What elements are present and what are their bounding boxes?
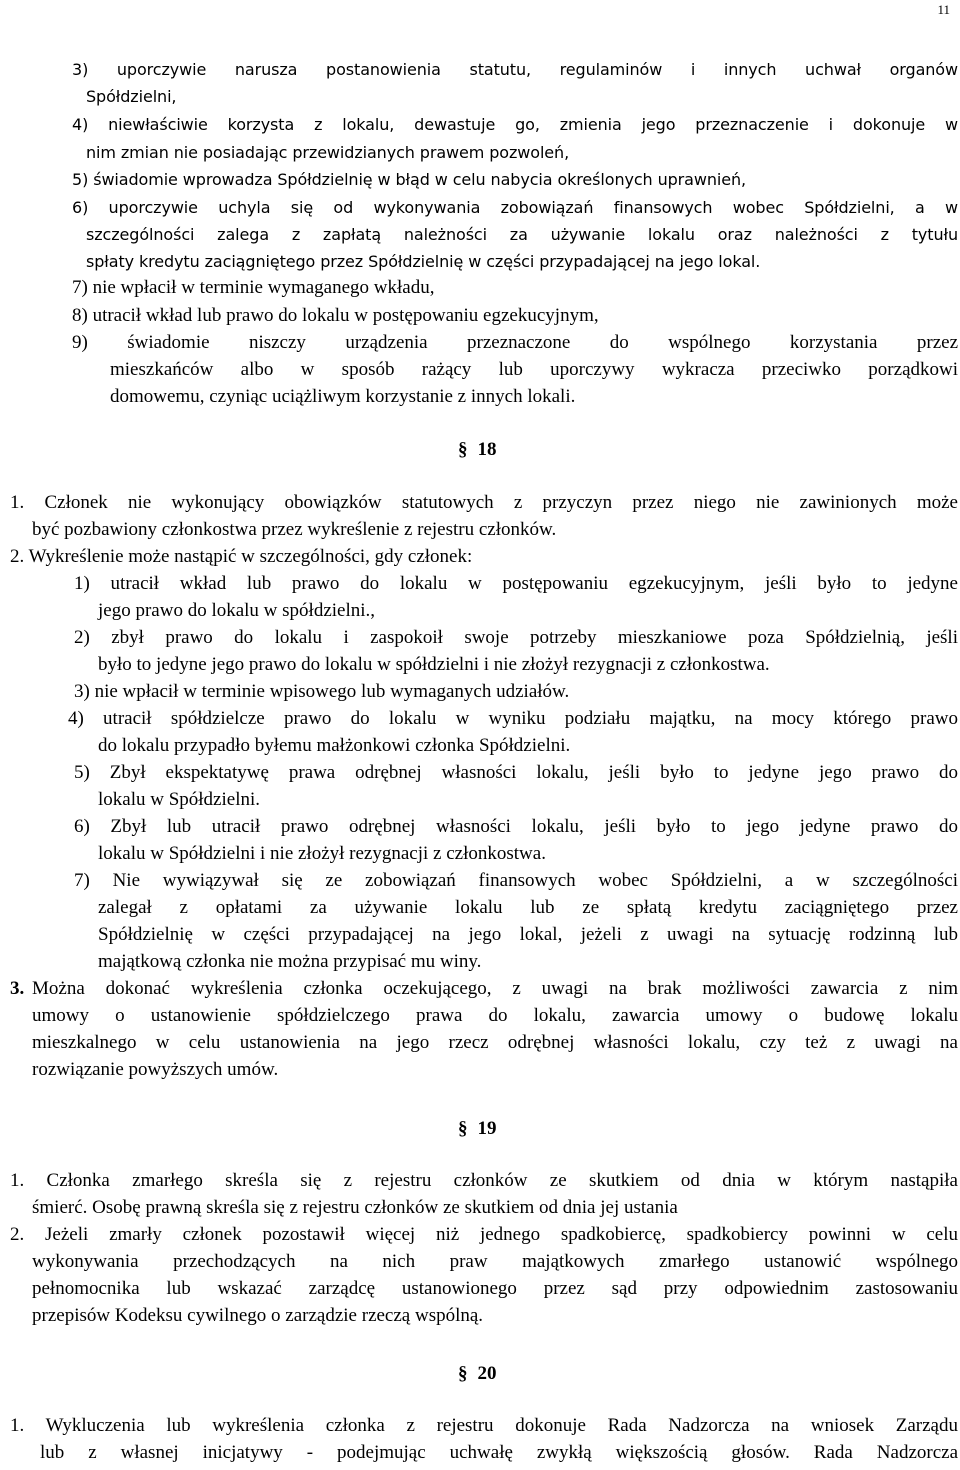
s18-p1-line2: być pozbawiony członkostwa przez wykreślenie z rejestru członków. — [32, 519, 557, 540]
s19-p2-line2: wykonywania przechodzących na nich praw majątkowych zmarłego ustanowić wspólnego — [32, 1251, 958, 1272]
s19-p2-line1: 2. Jeżeli zmarły członek pozostawił więcej niż jednego spadkobiercę, spadkobiercy powinni w celu — [10, 1224, 958, 1245]
section-number: 20 — [477, 1363, 497, 1384]
s18-p2: 2. Wykreślenie może nastąpić w szczególności, gdy członek: — [10, 546, 473, 567]
s19-p1-line2: śmierć. Osobę prawną skreśla się z rejestru członków ze skutkiem od dnia jej ustania — [32, 1197, 678, 1218]
s18-item4-line2: do lokalu przypadło byłemu małżonkowi członka Spółdzielni. — [98, 735, 571, 756]
section-19-heading — [458, 1116, 497, 1142]
s18-item2-line1: 2) zbył prawo do lokalu i zaspokoił swoje potrzeby mieszkaniowe poza Spółdzielnią, jeśli — [74, 627, 958, 648]
s18-item1-line2: jego prawo do lokalu w spółdzielni., — [98, 600, 376, 621]
s18-item2-line2: było to jedyne jego prawo do lokalu w spółdzielni i nie złożył rezygnacji z członkostwa. — [98, 654, 770, 675]
s18-item7-line1: 7) Nie wywiązywał się ze zobowiązań finansowych wobec Spółdzielni, a w szczególności — [74, 870, 958, 891]
item-6-line1: 6) uporczywie uchyla się od wykonywania zobowiązań finansowych wobec Spółdzielni, a w — [72, 198, 958, 217]
s18-p3-line4: rozwiązanie powyższych umów. — [32, 1059, 279, 1080]
s18-item7-line2: zalegał z opłatami za używanie lokalu lub ze spłatą kredytu zaciągniętego przez — [98, 897, 958, 918]
s18-item6-line2: lokalu w Spółdzielni i nie złożył rezygnacji z członkostwa. — [98, 843, 546, 864]
item-9-line2: mieszkańców albo w sposób rażący lub uporczywy wykracza przeciwko porządkowi — [110, 359, 958, 380]
s18-p3-line2: umowy o ustanowienie spółdzielczego prawa do lokalu, zawarcia umowy o budowę lokalu — [32, 1005, 958, 1026]
s18-p3-number: 3. — [10, 978, 25, 999]
item-7: 7) nie wpłacił w terminie wymaganego wkładu, — [72, 277, 435, 298]
item-4-line1: 4) niewłaściwie korzysta z lokalu, dewastuje go, zmienia jego przeznaczenie i dokonuje w — [72, 115, 958, 134]
s18-item5-line2: lokalu w Spółdzielni. — [98, 789, 261, 810]
s18-item5-line1: 5) Zbył ekspektatywę prawa odrębnej własności lokalu, jeśli było to jedyne jego prawo do — [74, 762, 958, 783]
page-number: 11 — [937, 2, 950, 17]
s18-item7-line4: majątkową członka nie można przypisać mu winy. — [98, 951, 482, 972]
section-sign: § — [458, 1118, 468, 1139]
s18-item6-line1: 6) Zbył lub utracił prawo odrębnej własności lokalu, jeśli było to jego jedyne prawo do — [74, 816, 958, 837]
s18-item1-line1: 1) utracił wkład lub prawo do lokalu w postępowaniu egzekucyjnym, jeśli było to jedyne — [74, 573, 958, 594]
item-4-line2: nim zmian nie posiadając przewidzianych prawem pozwoleń, — [86, 143, 570, 162]
item-3-line1: 3) uporczywie narusza postanowienia statutu, regulaminów i innych uchwał organów — [72, 60, 958, 79]
item-8: 8) utracił wkład lub prawo do lokalu w postępowaniu egzekucyjnym, — [72, 305, 599, 326]
s18-item7-line3: Spółdzielnię w części przypadającej na jego lokal, jeżeli z uwagi na sytuację rodzinną lub — [98, 924, 958, 945]
item-6-line3: spłaty kredytu zaciągniętego przez Spółdzielnię w części przypadającej na jego lokal. — [86, 252, 761, 271]
item-9-line1: 9) świadomie niszczy urządzenia przeznaczone do wspólnego korzystania przez — [72, 332, 958, 353]
s20-p1-line2: lub z własnej inicjatywy - podejmując uchwałę zwykłą większością głosów. Rada Nadzorcza — [40, 1442, 958, 1463]
item-6-line2: szczególności zalega z zapłatą należności za używanie lokalu oraz należności z tytułu — [86, 225, 958, 244]
s19-p1-line1: 1. Członka zmarłego skreśla się z rejestru członków ze skutkiem od dnia w którym nastąpiła — [10, 1170, 958, 1191]
item-5: 5) świadomie wprowadza Spółdzielnię w błąd w celu nabycia określonych uprawnień, — [72, 170, 746, 189]
s18-p3-line3: mieszkalnego w celu ustanowienia na jego rzecz odrębnej własności lokalu, czy też z uwagi na — [32, 1032, 958, 1053]
section-sign: § — [458, 439, 468, 460]
s18-item4-line1: 4) utracił spółdzielcze prawo do lokalu w wyniku podziału majątku, na mocy którego prawo — [68, 708, 958, 729]
s18-p1-line1: 1. Członek nie wykonujący obowiązków statutowych z przyczyn przez niego nie zawinionych może — [10, 492, 958, 513]
item-9-line3: domowemu, czyniąc uciążliwym korzystanie z innych lokali. — [110, 386, 576, 407]
s18-p3-line1: Można dokonać wykreślenia członka oczekującego, z uwagi na brak możliwości zawarcia z nim — [32, 978, 958, 999]
section-number: 19 — [477, 1118, 497, 1139]
s18-item3: 3) nie wpłacił w terminie wpisowego lub wymaganych udziałów. — [74, 681, 570, 702]
section-sign: § — [458, 1363, 468, 1384]
section-18-heading — [458, 437, 497, 463]
s19-p2-line3: pełnomocnika lub wskazać zarządcę ustanowionego przez sąd przy odpowiednim zastosowaniu — [32, 1278, 958, 1299]
s19-p2-line4: przepisów Kodeksu cywilnego o zarządzie rzeczą wspólną. — [32, 1305, 484, 1326]
section-number: 18 — [477, 439, 497, 460]
s20-p1-line1: 1. Wykluczenia lub wykreślenia członka z rejestru dokonuje Rada Nadzorcza na wniosek Zarządu — [10, 1415, 958, 1436]
section-20-heading — [458, 1361, 497, 1387]
item-3-line2: Spółdzielni, — [86, 87, 177, 106]
